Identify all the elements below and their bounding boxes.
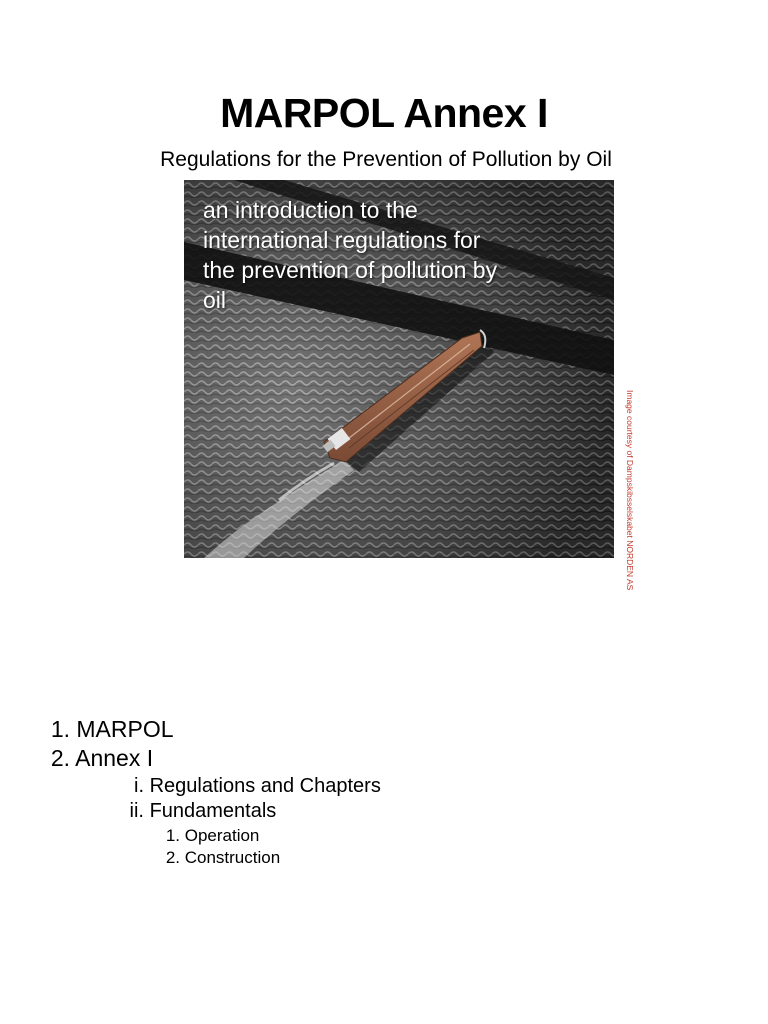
toc-subitem-label: Regulations and Chapters [149, 775, 381, 797]
image-credit: Image courtesy of Dampskibsselskabet NORDEN AS [625, 390, 635, 591]
toc-subsubitem-operation [0, 826, 259, 846]
toc-subitem-label: Fundamentals [149, 800, 277, 822]
page-title: MARPOL Annex I [220, 90, 548, 136]
toc-subsubitem-construction [0, 848, 280, 868]
toc-subitem-number: ii. [129, 800, 144, 822]
toc-item-number: 1. [50, 716, 70, 742]
tanker-photo [184, 180, 614, 558]
toc-subitem-regulations [0, 775, 381, 798]
image-overlay-text: an introduction to the international regulations for the prevention of pollution by oil [203, 197, 498, 313]
toc-subitem-number: i. [134, 775, 144, 797]
toc-item-label: Annex I [75, 745, 154, 771]
toc-subsubitem-label: Operation [184, 826, 260, 845]
toc-item-annex-i [0, 745, 153, 772]
toc-subsubitem-number: 2. [165, 848, 180, 867]
toc-item-label: MARPOL [76, 716, 174, 742]
toc-subitem-fundamentals [0, 800, 276, 823]
toc-item-number: 2. [50, 745, 70, 771]
toc-subsubitem-number: 1. [165, 826, 180, 845]
toc-subsubitem-label: Construction [184, 848, 281, 867]
page-subtitle: Regulations for the Prevention of Pollution by Oil [160, 148, 612, 171]
toc-item-marpol [0, 716, 174, 743]
